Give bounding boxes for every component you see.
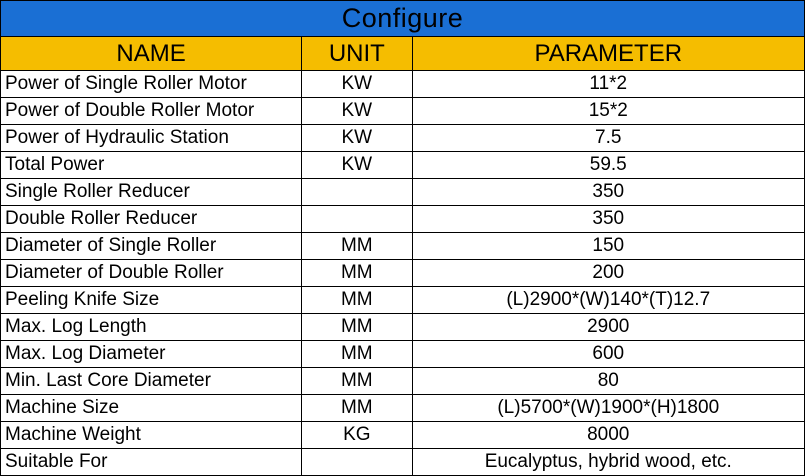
table-header-row [1,37,805,71]
table-row [1,449,805,476]
row-unit: MM [302,233,412,260]
row-name: Max. Log Diameter [1,341,302,368]
row-name: Machine Size [1,395,302,422]
column-header-unit: UNIT [302,37,412,71]
row-parameter: 2900 [412,314,804,341]
row-unit: MM [302,341,412,368]
row-unit [302,206,412,233]
row-parameter: (L)2900*(W)140*(T)12.7 [412,287,804,314]
row-unit: MM [302,287,412,314]
table-title-row [1,1,805,37]
row-unit: KW [302,98,412,125]
row-parameter: 7.5 [412,125,804,152]
row-unit: KW [302,125,412,152]
row-name: Power of Double Roller Motor [1,98,302,125]
table-row [1,152,805,179]
row-unit: KG [302,422,412,449]
row-unit: MM [302,368,412,395]
row-unit: KW [302,71,412,98]
row-unit [302,449,412,476]
table-row [1,314,805,341]
row-unit: MM [302,260,412,287]
row-name: Diameter of Single Roller [1,233,302,260]
row-unit: MM [302,314,412,341]
table-row [1,98,805,125]
row-parameter: 11*2 [412,71,804,98]
row-name: Peeling Knife Size [1,287,302,314]
row-unit: MM [302,395,412,422]
table-row [1,395,805,422]
row-unit [302,179,412,206]
row-name: Power of Hydraulic Station [1,125,302,152]
row-parameter: (L)5700*(W)1900*(H)1800 [412,395,804,422]
row-parameter: 350 [412,179,804,206]
table-row [1,422,805,449]
table-row [1,179,805,206]
table-row [1,206,805,233]
table-row [1,341,805,368]
table-title: Configure [1,1,805,37]
table-row [1,287,805,314]
row-parameter: 59.5 [412,152,804,179]
row-name: Double Roller Reducer [1,206,302,233]
row-name: Single Roller Reducer [1,179,302,206]
table-row [1,233,805,260]
table-row [1,71,805,98]
column-header-name: NAME [1,37,302,71]
row-name: Diameter of Double Roller [1,260,302,287]
row-parameter: 350 [412,206,804,233]
row-parameter: 80 [412,368,804,395]
row-parameter: 8000 [412,422,804,449]
table-row [1,125,805,152]
row-parameter: 150 [412,233,804,260]
row-parameter: 15*2 [412,98,804,125]
row-parameter: Eucalyptus, hybrid wood, etc. [412,449,804,476]
table-row [1,260,805,287]
table-row [1,368,805,395]
row-parameter: 600 [412,341,804,368]
row-parameter: 200 [412,260,804,287]
row-unit: KW [302,152,412,179]
row-name: Min. Last Core Diameter [1,368,302,395]
row-name: Total Power [1,152,302,179]
row-name: Machine Weight [1,422,302,449]
column-header-parameter: PARAMETER [412,37,804,71]
row-name: Power of Single Roller Motor [1,71,302,98]
row-name: Max. Log Length [1,314,302,341]
row-name: Suitable For [1,449,302,476]
